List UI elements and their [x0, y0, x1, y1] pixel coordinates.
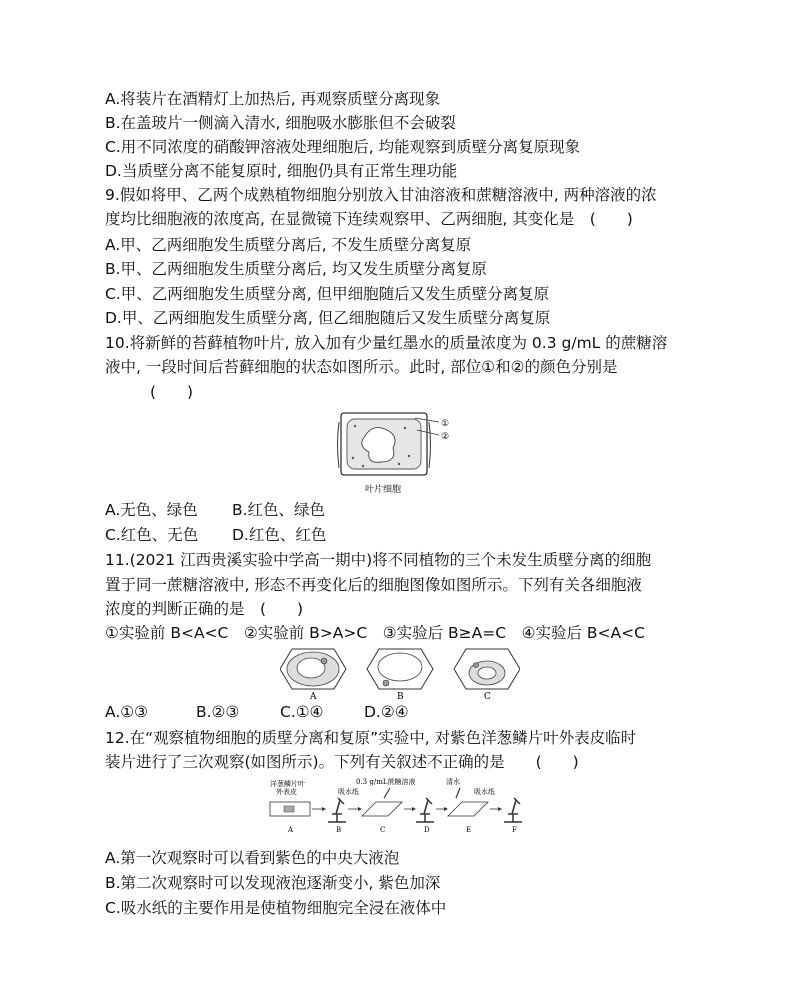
step-letters: [287, 826, 517, 834]
q10-option-b: B.红色、绿色: [232, 501, 326, 519]
fig-label-c: C: [484, 692, 491, 701]
q11-choices: ①实验前 B<A<C ②实验前 B>A>C ③实验后 B≥A=C ④实验后 B<A<C: [105, 624, 645, 642]
paper-label-1: 吸水纸: [338, 788, 359, 796]
water-label: 清水: [446, 778, 460, 786]
step-b-microscope: [328, 798, 346, 822]
fig-label-a: A: [310, 692, 317, 701]
q10-stem-line-1: 10.将新鲜的苔藓植物叶片, 放入加有少量红墨水的质量浓度为 0.3 g/mL 的蔗糖溶: [105, 334, 668, 352]
step-letter: A: [288, 826, 294, 834]
fig-label-b: B: [397, 692, 404, 701]
step-letter: C: [380, 826, 386, 834]
fig-label-2: ②: [441, 432, 450, 442]
sucrose-label: 0.3 g/mL蔗糖溶液: [356, 778, 416, 786]
q8-option-c: C.用不同浓度的硝酸钾溶液处理细胞后, 均能观察到质壁分离复原现象: [105, 138, 581, 156]
q9-option-c: C.甲、乙两细胞发生质壁分离, 但甲细胞随后又发生质壁分离复原: [105, 285, 550, 303]
step-letter: B: [336, 826, 342, 834]
paper-label-2: 吸水纸: [474, 788, 495, 796]
q11-stem-line-3: 浓度的判断正确的是 ( ): [105, 600, 304, 618]
step-letter: F: [512, 826, 517, 834]
q8-option-b: B.在盖玻片一侧滴入清水, 细胞吸水膨胀但不会破裂: [105, 114, 456, 132]
q10-stem-line-2: 液中, 一段时间后苔藓细胞的状态如图所示。此时, 部位①和②的颜色分别是: [105, 358, 618, 376]
q12-stem-line-2: 装片进行了三次观察(如图所示)。下列有关叙述不正确的是 ( ): [105, 753, 579, 771]
cell-a: [280, 649, 346, 701]
onion-label: 洋葱鳞片叶: [270, 780, 305, 788]
q12-option-c: C.吸水纸的主要作用是使植物细胞完全浸在液体中: [105, 899, 447, 917]
q10-answer-blank: ( ): [150, 383, 194, 401]
q10-option-a: A.无色、绿色: [105, 501, 198, 519]
fig-label-1: ①: [441, 419, 450, 429]
fig-caption: 叶片细胞: [365, 485, 402, 495]
q8-option-a: A.将装片在酒精灯上加热后, 再观察质壁分离现象: [105, 90, 441, 108]
q9-option-d: D.甲、乙两细胞发生质壁分离, 但乙细胞随后又发生质壁分离复原: [105, 309, 551, 327]
q10-option-c: C.红色、无色: [105, 526, 199, 544]
step-d-microscope: [416, 798, 434, 822]
q9-option-b: B.甲、乙两细胞发生质壁分离后, 均又发生质壁分离复原: [105, 260, 487, 278]
q9-stem-line-2: 度均比细胞液的浓度高, 在显微镜下连续观察甲、乙两细胞, 其变化是 ( ): [105, 210, 633, 228]
experiment-steps-figure: [266, 776, 536, 834]
q11-option-a: A.①③: [105, 703, 149, 721]
cell-b: [367, 649, 433, 701]
q11-option-d: D.②④: [364, 703, 409, 721]
leaf-cell-figure: [335, 408, 465, 498]
q8-option-d: D.当质壁分离不能复原时, 细胞仍具有正常生理功能: [105, 162, 458, 180]
cell-c: [454, 649, 520, 701]
step-letter: D: [424, 826, 430, 834]
step-f-microscope: [504, 798, 522, 822]
q12-option-b: B.第二次观察时可以发现液泡逐渐变小, 紫色加深: [105, 874, 441, 892]
q11-stem-line-2: 置于同一蔗糖溶液中, 形态不再变化后的细胞图像如图所示。下列有关各细胞液: [105, 576, 642, 594]
step-a-slide: [270, 802, 310, 816]
q12-option-a: A.第一次观察时可以看到紫色的中央大液泡: [105, 849, 400, 867]
q12-stem-line-1: 12.在“观察植物细胞的质壁分离和复原”实验中, 对紫色洋葱鳞片叶外表皮临时: [105, 729, 637, 747]
q11-stem-line-1: 11.(2021 江西贵溪实验中学高一期中)将不同植物的三个未发生质壁分离的细胞: [105, 551, 652, 569]
step-letter: E: [466, 826, 472, 834]
q11-option-b: B.②③: [196, 703, 240, 721]
q9-option-a: A.甲、乙两细胞发生质壁分离后, 不发生质壁分离复原: [105, 236, 472, 254]
step-c-slide: [362, 788, 402, 816]
q9-stem-line-1: 9.假如将甲、乙两个成熟植物细胞分别放入甘油溶液和蔗糖溶液中, 两种溶液的浓: [105, 186, 657, 204]
q10-option-d: D.红色、红色: [232, 526, 327, 544]
onion-label-2: 外表皮: [276, 788, 297, 796]
q11-option-c: C.①④: [280, 703, 324, 721]
three-cells-figure: [280, 645, 520, 701]
